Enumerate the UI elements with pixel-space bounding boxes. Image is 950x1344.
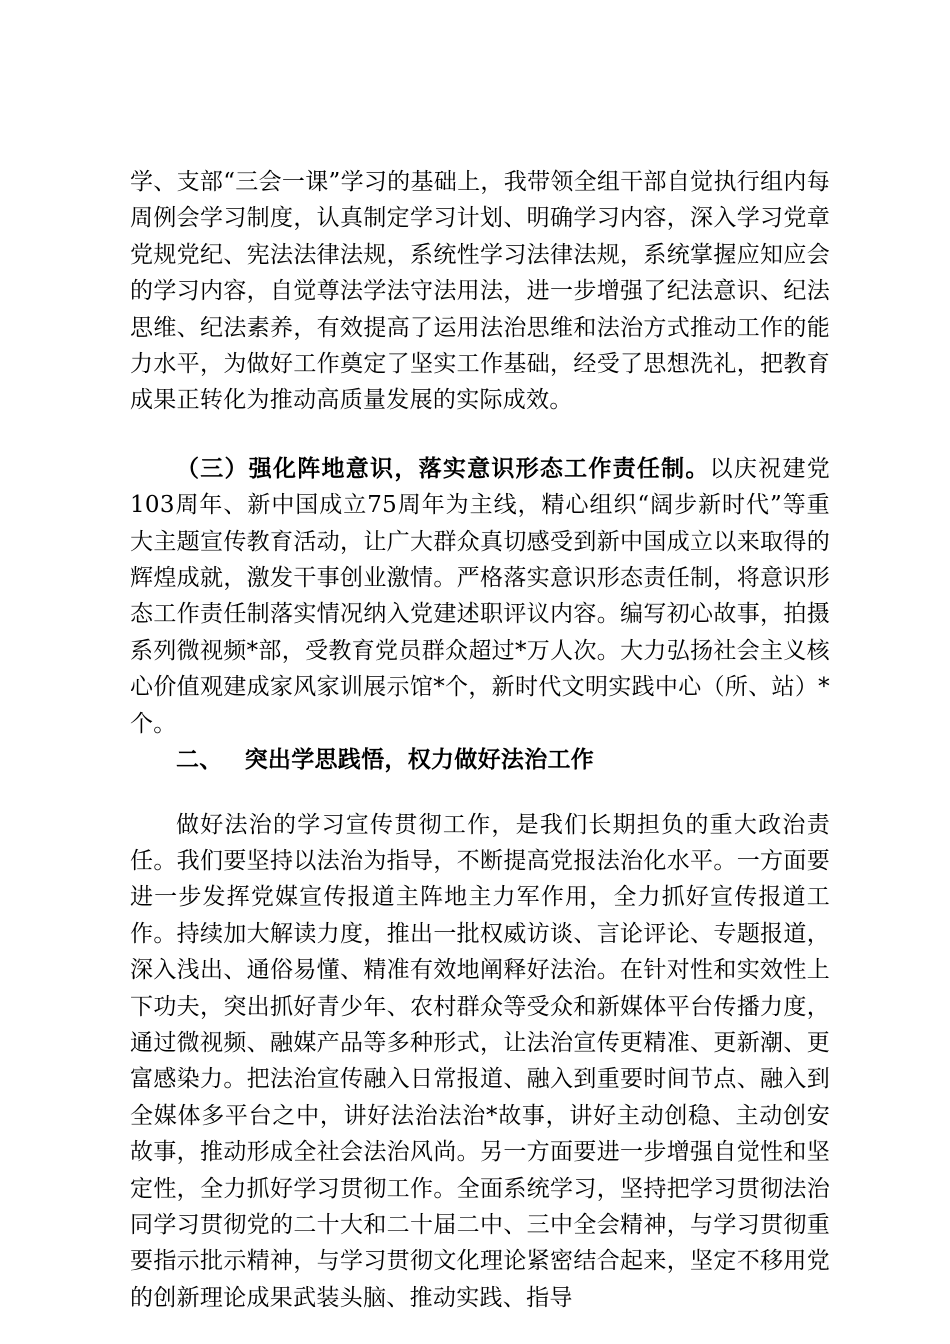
section-title: 突出学思践悟，权力做好法治工作 [244,746,595,774]
paragraph-study-continued: 学、支部“三会一课”学习的基础上，我带领全组干部自觉执行组内每周例会学习制度，认真制定学习计划、明确学习内容，深入学习党章党规党纪、宪法法律法规，系统性学习法律法规，系统掌握应知应会的学习内容，自觉尊法学法守法用法，进一步增强了纪法意识、纪法思维、纪法素养，有效提高了运用法治思维和法治方式推动工作的能力水平，为做好工作奠定了坚实工作基础，经受了思想洗礼，把教育成果正转化为推动高质量发展的实际成效。 [130,169,830,414]
paragraph-lead-heading: （三）强化阵地意识，落实意识形态工作责任制。 [176,454,710,482]
paragraph-ideology-responsibility [130,451,830,742]
paragraph-body: 以庆祝建党103周年、新中国成立75周年为主线，精心组织“阔步新时代”等重大主题宣传教育活动，让广大群众真切感受到新中国成立以来取得的辉煌成就，激发干事创业激情。严格落实意识形态责任制，将意识形态工作责任制落实情况纳入党建述职评议内容。编写初心故事，拍摄系列微视频*部，受教育党员群众超过*万人次。大力弘扬社会主义核心价值观建成家风家训展示馆*个，新时代文明实践中心（所、站）*个。 [130,455,831,737]
section-number: 二、 [176,746,223,774]
document-page [130,164,830,1316]
paragraph-rule-of-law: 做好法治的学习宣传贯彻工作，是我们长期担负的重大政治责任。我们要坚持以法治为指导，不断提高党报法治化水平。一方面要进一步发挥党媒宣传报道主阵地主力军作用，全力抓好宣传报道工作。持续加大解读力度，推出一批权威访谈、言论评论、专题报道，深入浅出、通俗易懂、精准有效地阐释好法治。在针对性和实效性上下功夫，突出抓好青少年、农村群众等受众和新媒体平台传播力度，通过微视频、融媒产品等多种形式，让法治宣传更精准、更新潮、更富感染力。把法治宣传融入日常报道、融入到重要时间节点、融入到全媒体多平台之中，讲好法治法治*故事，讲好主动创稳、主动创安故事，推动形成全社会法治风尚。另一方面要进一步增强自觉性和坚定性，全力抓好学习贯彻工作。全面系统学习，坚持把学习贯彻法治同学习贯彻党的二十大和二十届二中、三中全会精神，与学习贯彻重要指示批示精神，与学习贯彻文化理论紧密结合起来，坚定不移用党的创新理论成果武装头脑、推动实践、指导 [130,811,830,1311]
section-heading-2 [130,742,830,778]
